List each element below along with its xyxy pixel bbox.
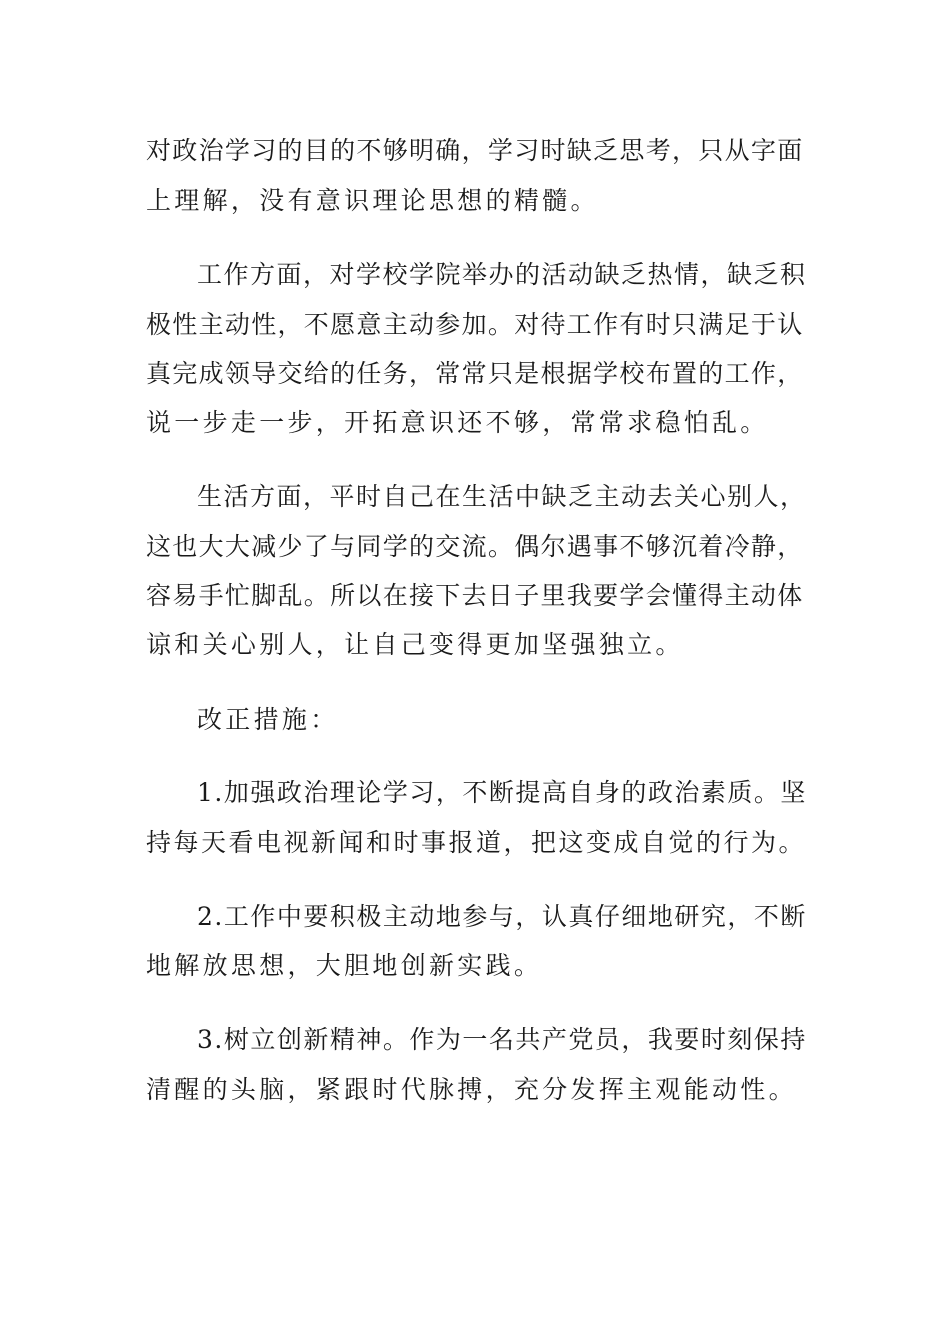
text-line: 地解放思想，大胆地创新实践。 <box>146 951 543 980</box>
text-line: 清醒的头脑，紧跟时代脉搏，充分发挥主观能动性。 <box>146 1075 797 1104</box>
text-line: 极性主动性，不愿意主动参加。对待工作有时只满足于认 <box>146 310 804 339</box>
text-line: 容易手忙脚乱。所以在接下去日子里我要学会懂得主动体 <box>146 581 804 610</box>
list-item-2-first-line: 2.工作中要积极主动地参与，认真仔细地研究，不断 <box>197 902 807 931</box>
list-item-1-first-line: 1.加强政治理论学习，不断提高自身的政治素质。坚 <box>197 778 807 807</box>
text-line: 说一步走一步，开拓意识还不够，常常求稳怕乱。 <box>146 408 769 437</box>
text-line: 这也大大减少了与同学的交流。偶尔遇事不够沉着冷静， <box>146 532 804 561</box>
section-heading: 改正措施： <box>197 705 339 734</box>
text-line: 持每天看电视新闻和时事报道，把这变成自觉的行为。 <box>146 828 807 857</box>
list-item-3-first-line: 3.树立创新精神。作为一名共产党员，我要时刻保持 <box>197 1025 807 1054</box>
text-line: 真完成领导交给的任务，常常只是根据学校布置的工作， <box>146 359 804 388</box>
text-line: 谅和关心别人，让自己变得更加坚强独立。 <box>146 630 684 659</box>
text-line: 对政治学习的目的不够明确，学习时缺乏思考，只从字面 <box>146 136 804 165</box>
paragraph-first-line: 生活方面，平时自己在生活中缺乏主动去关心别人， <box>197 482 807 511</box>
paragraph-first-line: 工作方面，对学校学院举办的活动缺乏热情，缺乏积 <box>197 260 807 289</box>
text-line: 上理解，没有意识理论思想的精髓。 <box>146 186 599 215</box>
